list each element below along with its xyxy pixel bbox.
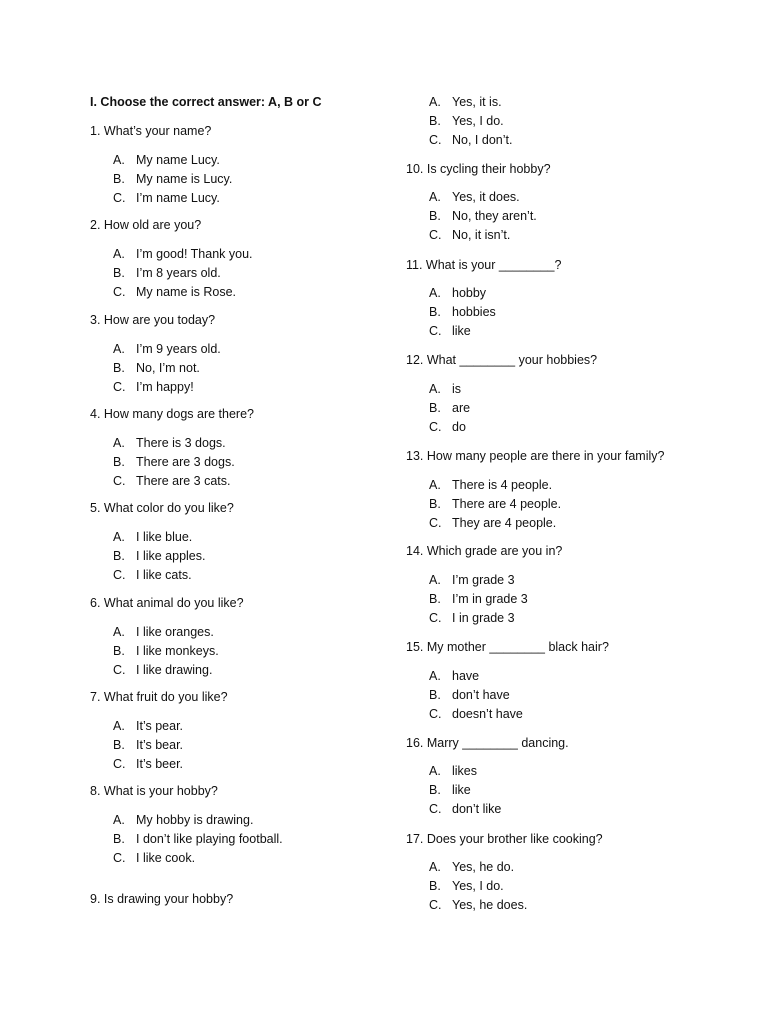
section-heading: I. Choose the correct answer: A, B or C: [90, 95, 322, 109]
options-12: [429, 381, 470, 437]
option-13a: A. There is 4 people.: [429, 478, 553, 492]
option-12b: B. are: [429, 400, 471, 415]
option-10a: A. Yes, it does.: [429, 190, 520, 204]
question-2: 2. How old are you?: [90, 218, 202, 232]
options-4: [113, 435, 235, 491]
question-10: 10. Is cycling their hobby?: [406, 162, 551, 176]
option-16a: A. likes: [429, 764, 478, 778]
option-6c: C. I like drawing.: [113, 662, 213, 677]
option-13c: C. They are 4 people.: [429, 515, 557, 530]
option-17c: C. Yes, he does.: [429, 897, 528, 912]
option-3c: C. I’m happy!: [113, 379, 194, 394]
option-4b: B. There are 3 dogs.: [113, 454, 235, 469]
option-15c: C. doesn’t have: [429, 706, 523, 721]
option-14c: C. I in grade 3: [429, 610, 515, 625]
options-14: [429, 572, 528, 628]
option-15a: A. have: [429, 669, 480, 683]
options-2: [113, 246, 253, 302]
option-12a: A. is: [429, 382, 462, 396]
option-3a: A. I’m 9 years old.: [113, 342, 221, 356]
option-16c: C. don’t like: [429, 801, 502, 816]
question-8: 8. What is your hobby?: [90, 784, 218, 798]
option-6b: B. I like monkeys.: [113, 643, 219, 658]
option-11c: C. like: [429, 323, 471, 338]
options-9: [429, 94, 512, 150]
option-5c: C. I like cats.: [113, 567, 192, 582]
option-2b: B. I’m 8 years old.: [113, 265, 221, 280]
question-12: 12. What ________ your hobbies?: [406, 353, 598, 367]
question-1: 1. What’s your name?: [90, 124, 212, 138]
option-7a: A. It’s pear.: [113, 719, 184, 733]
options-11: [429, 285, 496, 341]
option-8a: A. My hobby is drawing.: [113, 813, 254, 827]
question-6: 6. What animal do you like?: [90, 596, 244, 610]
option-1a: A. My name Lucy.: [113, 153, 220, 167]
question-5: 5. What color do you like?: [90, 501, 234, 515]
question-15: 15. My mother ________ black hair?: [406, 640, 609, 654]
option-1c: C. I’m name Lucy.: [113, 190, 220, 205]
option-5a: A. I like blue.: [113, 530, 193, 544]
option-6a: A. I like oranges.: [113, 625, 214, 639]
option-17b: B. Yes, I do.: [429, 878, 504, 893]
option-2c: C. My name is Rose.: [113, 284, 237, 299]
option-11b: B. hobbies: [429, 304, 496, 319]
option-7b: B. It’s bear.: [113, 737, 184, 752]
option-16b: B. like: [429, 782, 471, 797]
option-10b: B. No, they aren’t.: [429, 208, 537, 223]
question-9: 9. Is drawing your hobby?: [90, 892, 234, 906]
option-1b: B. My name is Lucy.: [113, 171, 233, 186]
options-13: [429, 477, 561, 533]
options-16: [429, 763, 501, 819]
question-4: 4. How many dogs are there?: [90, 407, 254, 421]
option-12c: C. do: [429, 419, 466, 434]
options-5: [113, 529, 205, 585]
question-13: 13. How many people are there in your family?: [406, 449, 665, 463]
option-13b: B. There are 4 people.: [429, 496, 562, 511]
question-17: 17. Does your brother like cooking?: [406, 832, 603, 846]
option-10c: C. No, it isn’t.: [429, 227, 511, 242]
question-11: 11. What is your ________?: [406, 258, 562, 272]
option-4a: A. There is 3 dogs.: [113, 436, 226, 450]
options-7: [113, 718, 183, 774]
option-9c: C. No, I don’t.: [429, 132, 513, 147]
option-14b: B. I’m in grade 3: [429, 591, 528, 606]
option-3b: B. No, I’m not.: [113, 360, 200, 375]
options-17: [429, 859, 527, 915]
option-17a: A. Yes, he do.: [429, 860, 515, 874]
question-16: 16. Marry ________ dancing.: [406, 736, 569, 750]
options-10: [429, 189, 537, 245]
option-9a: A. Yes, it is.: [429, 95, 502, 109]
option-7c: C. It’s beer.: [113, 756, 184, 771]
question-3: 3. How are you today?: [90, 313, 216, 327]
option-15b: B. don’t have: [429, 687, 510, 702]
option-8b: B. I don’t like playing football.: [113, 831, 283, 846]
option-5b: B. I like apples.: [113, 548, 206, 563]
question-14: 14. Which grade are you in?: [406, 544, 563, 558]
options-15: [429, 668, 523, 724]
option-9b: B. Yes, I do.: [429, 113, 504, 128]
question-7: 7. What fruit do you like?: [90, 690, 228, 704]
options-6: [113, 624, 219, 680]
options-8: [113, 812, 283, 868]
option-8c: C. I like cook.: [113, 850, 196, 865]
option-4c: C. There are 3 cats.: [113, 473, 231, 488]
option-11a: A. hobby: [429, 286, 487, 300]
options-1: [113, 152, 232, 208]
options-3: [113, 341, 221, 397]
option-2a: A. I’m good! Thank you.: [113, 247, 253, 261]
option-14a: A. I’m grade 3: [429, 573, 515, 587]
